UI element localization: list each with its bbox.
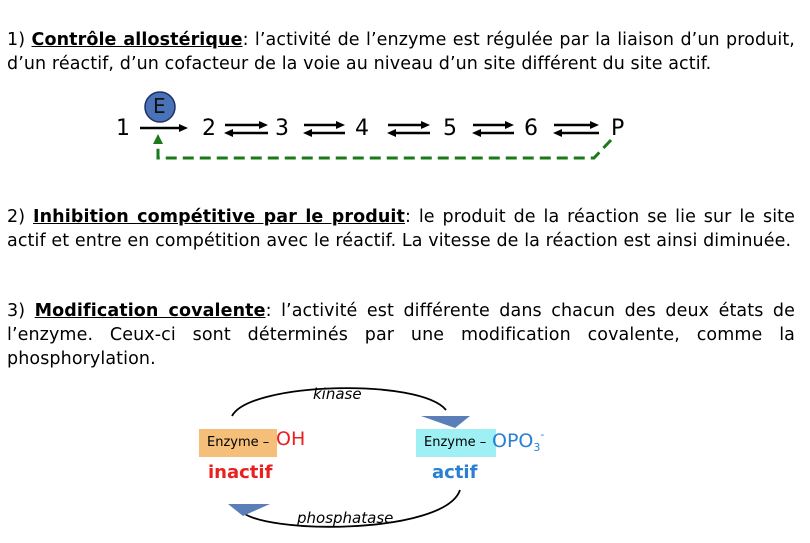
- enzyme-label: E: [153, 94, 166, 118]
- step-4: 4: [355, 116, 369, 141]
- phosphatase-arrowhead: [228, 504, 270, 516]
- section-title: Contrôle allostérique: [31, 30, 243, 50]
- section-number: 2): [7, 207, 26, 227]
- reversible-arrow-4-5: [387, 121, 430, 137]
- reversible-arrow-6-P: [553, 121, 599, 137]
- section-text: : l’activité de l’enzyme est régulée par la liaison d’un produit, d’un réactif, d’un cofacteur de la voie au niveau d’un site différent du site actif.: [7, 30, 795, 74]
- section-title: Inhibition compétitive par le produit: [33, 207, 405, 227]
- step-2: 2: [202, 116, 216, 141]
- reversible-arrow-2-3: [224, 121, 268, 137]
- enzyme-text: Enzyme –: [207, 435, 270, 450]
- section-number: 3): [7, 301, 26, 321]
- section-number: 1): [7, 30, 26, 50]
- step-3: 3: [275, 116, 289, 141]
- step-1: 1: [116, 116, 130, 141]
- feedback-loop: [158, 140, 611, 158]
- section-competitive-inhibition: [7, 205, 795, 253]
- feedback-arrowhead: [153, 134, 163, 144]
- inactive-state-label: inactif: [208, 462, 273, 483]
- phosphate-group: $OPO_3^-$: [492, 428, 545, 454]
- hydroxyl-group: OH: [276, 428, 306, 450]
- phosphatase-label: phosphatase: [297, 509, 394, 527]
- step-product: P: [611, 116, 625, 141]
- section-title: Modification covalente: [34, 301, 266, 321]
- cycle-graphics: [0, 370, 810, 543]
- reversible-arrow-5-6: [472, 121, 514, 137]
- active-enzyme-box: [416, 429, 496, 457]
- section-covalent-modification: [7, 299, 795, 371]
- step-6: 6: [524, 116, 538, 141]
- section-text: : l’activité est différente dans chacun des deux états de l’enzyme. Ceux-ci sont déterminés par une modification covalente, comme la phosphorylation.: [7, 301, 795, 369]
- step-5: 5: [443, 116, 457, 141]
- section-text: : le produit de la réaction se lie sur le site actif et entre en compétition avec le réactif. La vitesse de la réaction est ainsi diminuée.: [7, 207, 795, 251]
- kinase-label: kinase: [313, 385, 362, 403]
- pathway-graphics: [0, 0, 810, 200]
- inactive-enzyme-box: [199, 429, 277, 457]
- kinase-arrowhead: [421, 416, 470, 428]
- enzyme-text: Enzyme –: [424, 435, 487, 450]
- active-state-label: actif: [432, 462, 478, 483]
- reversible-arrow-3-4: [303, 121, 345, 137]
